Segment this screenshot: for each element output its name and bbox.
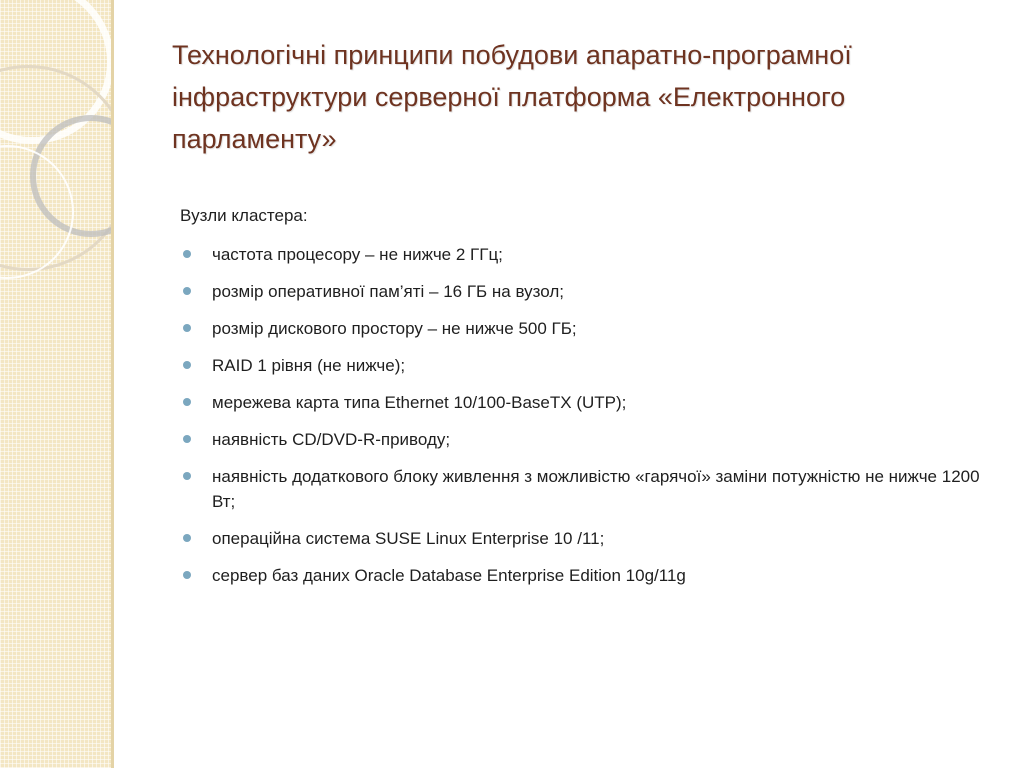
slide-body bbox=[180, 204, 980, 600]
list-item bbox=[180, 464, 980, 514]
list-item-text: операційна система SUSE Linux Enterprise 10 /11; bbox=[212, 529, 605, 548]
intro-text: Вузли кластера: bbox=[180, 206, 308, 225]
decorative-sidebar bbox=[0, 0, 113, 768]
list-item-text: наявність додаткового блоку живлення з можливістю «гарячої» заміни потужністю не нижче 1200 Вт; bbox=[212, 467, 980, 511]
bullet-icon bbox=[183, 472, 191, 480]
bullet-icon bbox=[183, 571, 191, 579]
list-item-text: RAID 1 рівня (не нижче); bbox=[212, 356, 406, 375]
bullet-icon bbox=[183, 361, 191, 369]
bullet-icon bbox=[183, 398, 191, 406]
list-item-text: розмір дискового простору – не нижче 500 ГБ; bbox=[212, 319, 577, 338]
list-item bbox=[180, 526, 980, 551]
sidebar-divider bbox=[111, 0, 114, 768]
bullet-icon bbox=[183, 250, 191, 258]
slide-title: Технологічні принципи побудови апаратно-програмної інфраструктури серверної платформа «Електронного парламенту» bbox=[172, 40, 852, 154]
bullet-icon bbox=[183, 287, 191, 295]
bullet-list bbox=[180, 242, 980, 588]
list-item-text: частота процесору – не нижче 2 ГГц; bbox=[212, 245, 503, 264]
list-item bbox=[180, 390, 980, 415]
list-item bbox=[180, 563, 980, 588]
list-item bbox=[180, 353, 980, 378]
bullet-icon bbox=[183, 534, 191, 542]
bullet-icon bbox=[183, 324, 191, 332]
list-item-text: сервер баз даних Oracle Database Enterprise Edition 10g/11g bbox=[212, 566, 686, 585]
list-item-text: розмір оперативної пам’яті – 16 ГБ на вузол; bbox=[212, 282, 564, 301]
list-item bbox=[180, 316, 980, 341]
list-item bbox=[180, 279, 980, 304]
list-item-text: наявність CD/DVD-R-приводу; bbox=[212, 430, 451, 449]
list-item bbox=[180, 427, 980, 452]
list-item bbox=[180, 242, 980, 267]
list-item-text: мережева карта типа Ethernet 10/100-BaseTX (UTP); bbox=[212, 393, 627, 412]
bullet-icon bbox=[183, 435, 191, 443]
